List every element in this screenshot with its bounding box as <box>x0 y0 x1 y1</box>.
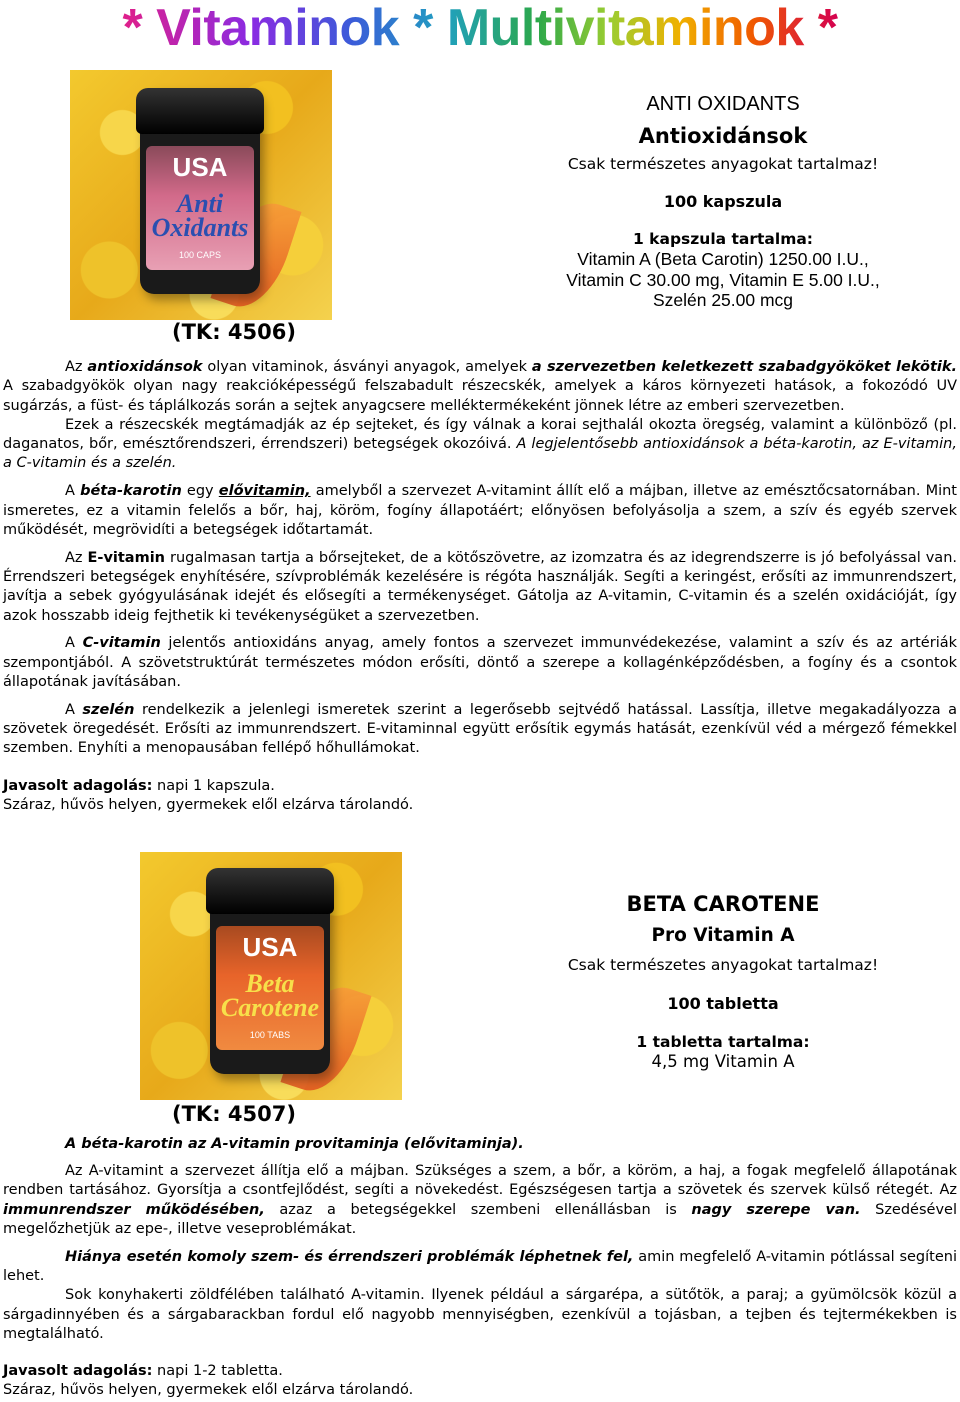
dosage: Javasolt adagolás: napi 1-2 tabletta. <box>3 1363 283 1380</box>
product-header <box>490 892 956 1072</box>
jar-label <box>146 146 254 270</box>
paragraph: A szelén rendelkezik a jelenlegi ismeretek szerint a legerősebb sejtvédő hatással. Lassítja, illetve megakadályozza a szövetek öregedését. Erősíti az immunrendszert. E-vitaminnal együtt erősítik egymás hatását, ezenkívül véd a mérgező fémekkel szemben. Enyhíti a menopausában fellépő hőhullámokat. <box>3 701 957 757</box>
product-title: ANTI OXIDANTS <box>646 93 800 115</box>
contents-title: 1 tabletta tartalma: <box>636 1033 810 1051</box>
contents-line: Szelén 25.00 mcg <box>652 290 794 310</box>
jar-cap <box>206 868 334 914</box>
paragraph: Az E-vitamin rugalmasan tartja a bőrsejteket, de a kötőszövetre, az izomzatra és az idegrendszerre is jó befolyással van. Érrendszeri betegségek enyhítésére, szívproblémák kezelésére is régóta használják. Segíti a keringést, erősíti az immunrendszert, javítja a sebek gyógyulásának idejét és elősegíti a termékenységet. Gátolja az A-vitamin, C-vitamin és a szelén oxidációját, így azok hosszabb ideig fejthetik ki tevékenységüket a szervezetben. <box>3 549 957 624</box>
paragraph: A béta-karotin egy elővitamin, amelyből a szervezet A-vitamint állít elő a májban, illetve az emésztőcsatornában. Mint ismeretes, ez a vitamin felelős a bőr, haj, köröm, fogíny állapotáért; előnyösen befolyásolja a szem, a szív és egyéb szervek működését, megrövidíti a betegségek időtartamát. <box>3 483 957 538</box>
jar-product-name: Beta Carotene <box>220 969 320 1022</box>
page-banner <box>0 0 960 60</box>
jar-label <box>216 926 324 1050</box>
product-code: (TK: 4506) <box>172 320 296 344</box>
banner-title: * Vitaminok * Multivitaminok * <box>122 0 838 57</box>
product-intro: A béta-karotin az A-vitamin provitaminja (elővitaminja). <box>65 1136 524 1152</box>
product-photo-beta-carotene <box>140 852 402 1100</box>
jar-brand: USA <box>242 932 298 962</box>
product-jar <box>210 868 330 1074</box>
dosage: Javasolt adagolás: napi 1 kapszula. <box>3 777 275 794</box>
product-subtitle: Pro Vitamin A <box>651 925 795 946</box>
jar-size: 100 TABS <box>249 1030 291 1040</box>
jar-size: 100 CAPS <box>178 250 222 260</box>
paragraph: A C-vitamin jelentős antioxidáns anyag, amely fontos a szervezet immunvédekezése, valamint a szív és az artériák szempontjából. A szövetstruktúrát természetes módon erősíti, döntő a szerepe a kollagénképződésben, a fogíny és a csontok állapotának javításában. <box>3 635 958 690</box>
paragraph: Hiánya esetén komoly szem- és érrendszeri problémák léphetnek fel, amin megfelelő A-vitamin pótlással segíteni lehet. <box>3 1248 957 1284</box>
contents-line: Vitamin A (Beta Carotin) 1250.00 I.U., <box>577 249 869 269</box>
jar-brand: USA <box>172 152 228 182</box>
paragraph: Sok konyhakerti zöldfélében található A-vitamin. Ilyenek például a sárgarépa, a sütőtök, a paraj; a gyümölcsök közül a sárgadinnyében és a sárgabarackban fordul elő nagyobb mennyiségben, ezenkívül a tojásban, a tejben és tejtermékekben is megtalálható. <box>3 1287 957 1342</box>
product-code: (TK: 4507) <box>172 1102 296 1126</box>
contents-line: Vitamin C 30.00 mg, Vitamin E 5.00 I.U., <box>566 269 880 290</box>
contents-line: 4,5 mg Vitamin A <box>651 1052 795 1071</box>
paragraph: Az antioxidánsok olyan vitaminok, ásványi anyagok, amelyek a szervezetben keletkezett szabadgyököket lekötik. A szabadgyökök olyan nagy reakcióképességű felszabadult részecskék, amelyek a káros környezeti hatások, a fokozódó UV sugárzás, a füst- és táplálkozás során a sejtek anyagcsere melléktermékeként jönnek létre az emberi szervezetben. <box>3 359 957 414</box>
storage-note: Száraz, hűvös helyen, gyermekek elől elzárva tárolandó. <box>3 1382 414 1399</box>
product-description <box>3 1162 957 1401</box>
jar-product-name: Anti Oxidants <box>151 189 249 242</box>
natural-notice: Csak természetes anyagokat tartalmaz! <box>567 155 879 173</box>
storage-note: Száraz, hűvös helyen, gyermekek elől elzárva tárolandó. <box>3 796 414 813</box>
product-jar <box>140 88 260 294</box>
paragraph: Ezek a részecskék megtámadják az ép sejteket, és így válnak a korai sejthalál okozta öregség, valamint a különböző (pl. daganatos, bőr, emésztőrendszeri, érrendszeri) betegségek okozóivá. A legjelentősebb antioxidánsok a béta-karotin, az E-vitamin, a C-vitamin és a szelén. <box>3 416 957 472</box>
product-title: BETA CAROTENE <box>626 892 820 916</box>
product-quantity: 100 kapszula <box>663 192 783 211</box>
product-photo-antioxidants <box>70 70 332 320</box>
jar-cap <box>136 88 264 134</box>
product-subtitle: Antioxidánsok <box>638 124 808 148</box>
contents-title: 1 kapszula tartalma: <box>633 230 813 248</box>
product-quantity: 100 tabletta <box>667 994 779 1013</box>
paragraph: Az A-vitamint a szervezet állítja elő a májban. Szükséges a szem, a bőr, a köröm, a haj, a fogak megfelelő állapotának rendben tartásához. Gyorsítja a csontfejlődést, segíti a növekedést. Egészségesen tartja a szövetek és szervek külső rétegét. Az immunrendszer működésében, azaz a betegségekkel szembeni ellenállásban is nagy szerepe van. Szedésével megelőzhetjük az epe-, illetve veseproblémákat. <box>3 1163 957 1237</box>
product-description <box>3 358 957 815</box>
product-header <box>490 92 956 311</box>
natural-notice: Csak természetes anyagokat tartalmaz! <box>567 956 879 974</box>
